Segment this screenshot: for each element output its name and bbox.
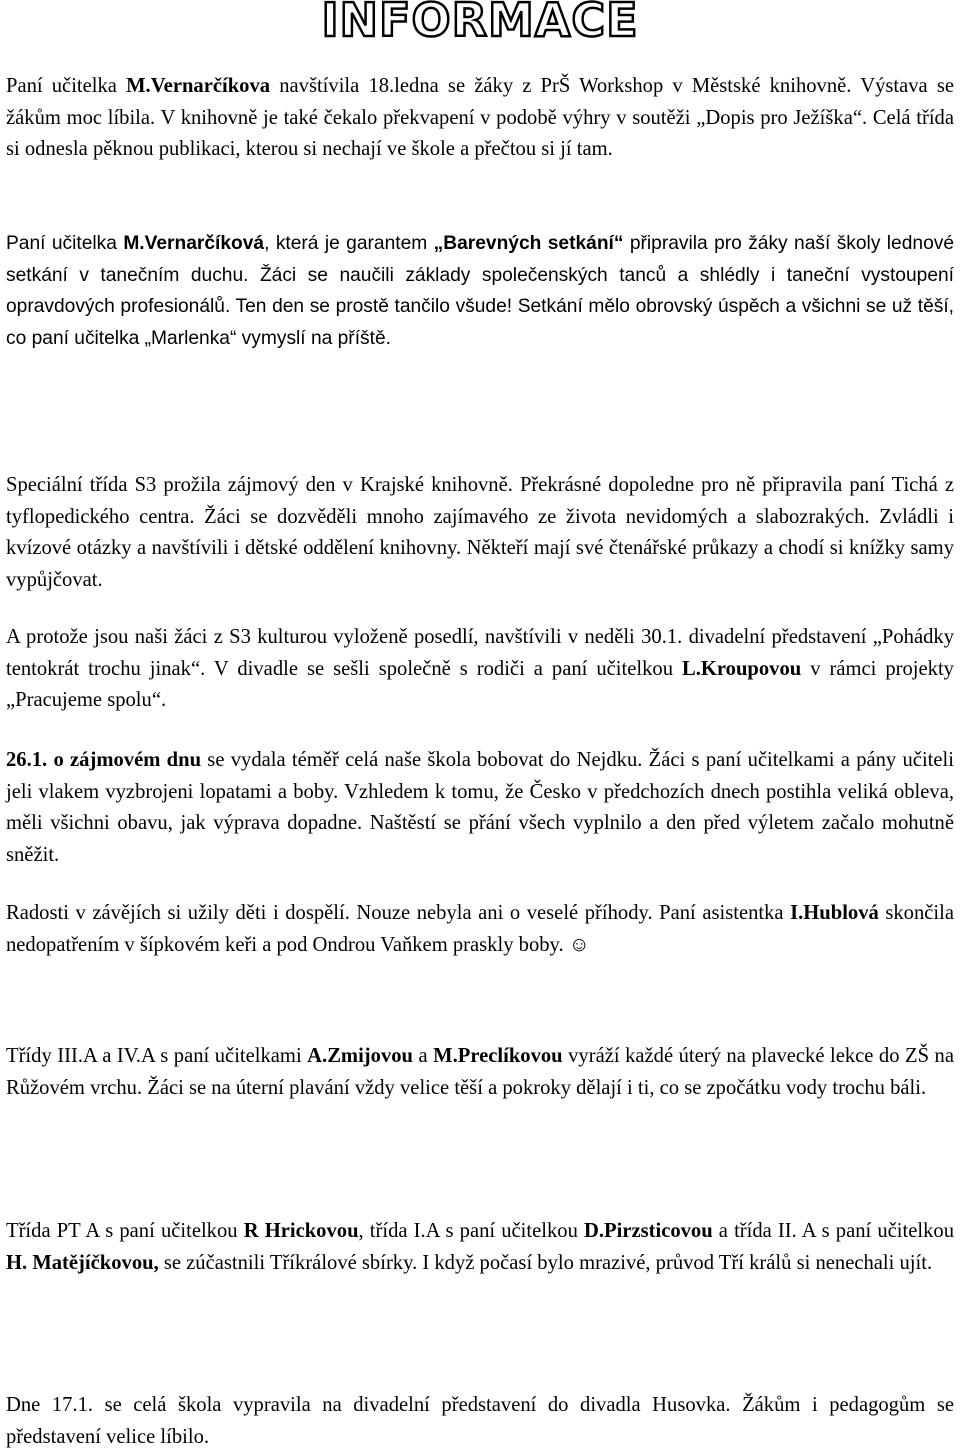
bold-text: I.Hublová bbox=[790, 902, 879, 924]
text-run: Paní učitelka bbox=[6, 75, 127, 97]
text-run: a třída II. A s paní učitelkou bbox=[712, 1220, 954, 1242]
paragraph-divadlo-s3 bbox=[6, 622, 954, 717]
text-run: A protože jsou naši žáci z S3 kulturou vyloženě posedlí, navštívili v neděli 30.1. divadelní představení „Pohádky tentokrát trochu jinak“. V divadle se sešli společně s rodiči a paní učitelkou bbox=[6, 626, 954, 680]
text-run: připravila pro žáky naší školy lednové setkání v tanečním duchu. Žáci se naučili základy společenských tanců a shlédly i taneční vystoupení opravdových profesionálů. Ten den se prostě tančilo všude! Setkání mělo obrovský úspěch a všichni se už těší, co paní učitelka „Marlenka“ vymyslí na příště. bbox=[6, 233, 955, 349]
text-run: Speciální třída S3 prožila zájmový den v Krajské knihovně. Překrásné dopoledne pro ně připravila paní Tichá z tyflopedického centra. Žáci se dozvěděli mnoho zajímavého ze života nevidomých a slabozrakých. Zvládli i kvízové otázky a navštívili i dětské oddělení knihovny. Někteří mají své čtenářské průkazy a chodí si knížky samy vypůjčovat. bbox=[6, 474, 954, 591]
text-run: navštívila 18.ledna se žáky z PrŠ Workshop v Městské knihovně. Výstava se žákům moc líbila. V knihovně je také čekalo překvapení v podobě výhry v soutěži „Dopis pro Ježíška“. Celá třída si odnesla pěknou publikaci, kterou si nechají ve škole a přečtou si jí tam. bbox=[6, 75, 954, 160]
text-run: Třídy III.A a IV.A s paní učitelkami bbox=[6, 1045, 308, 1067]
text-run: a bbox=[413, 1045, 434, 1067]
text-run: vyráží každé úterý na plavecké lekce do ZŠ na Růžovém vrchu. Žáci se na úterní plavání vždy velice těší a pokroky dělají i ti, co se zpočátku vody trochu báli. bbox=[6, 1045, 954, 1099]
text-run: skončila nedopatřením v šípkovém keři a pod Ondrou Vaňkem praskly boby. ☺ bbox=[6, 902, 954, 956]
page-title: INFORMACE bbox=[321, 0, 639, 47]
text-run: Dne 17.1. se celá škola vypravila na divadelní představení do divadla Husovka. Žákům i pedagogům se představení velice líbilo. bbox=[6, 1394, 954, 1448]
bold-text: M.Vernarčíková bbox=[123, 233, 265, 254]
text-run: Paní učitelka bbox=[6, 233, 124, 254]
text-run: , která je garantem bbox=[264, 233, 434, 254]
bold-text: R Hrickovou bbox=[243, 1220, 359, 1242]
paragraph-radosti bbox=[6, 898, 954, 961]
text-run: se vydala téměř celá naše škola bobovat do Nejdku. Žáci s paní učitelkami a pány učiteli jeli vlakem vyzbrojeni lopatami a boby. Vzhledem k tomu, že Česko v předchozích dnech postihla veliká obleva, měli všichni obavu, jak výprava dopadne. Naštěstí se přání všech vyplnilo a den před výletem začalo mohutně sněžit. bbox=[6, 749, 954, 866]
paragraph-husovka bbox=[6, 1390, 954, 1453]
bold-text: D.Pirzsticovou bbox=[584, 1220, 713, 1242]
bold-text: M.Preclíkovou bbox=[433, 1045, 563, 1067]
bold-text: M.Vernarčíkova bbox=[126, 75, 271, 97]
paragraph-plavani bbox=[6, 1041, 954, 1104]
bold-text: H. Matějíčkovou, bbox=[6, 1251, 159, 1274]
paragraph-trikralova-sbirka bbox=[6, 1216, 954, 1279]
bold-text: „Barevných setkání“ bbox=[433, 233, 624, 254]
text-run: se zúčastnili Tříkrálové sbírky. I když počasí bylo mrazivé, průvod Tří králů si nenechali ujít. bbox=[158, 1251, 933, 1274]
bold-text: A.Zmijovou bbox=[307, 1045, 414, 1067]
text-run: v rámci projekty „Pracujeme spolu“. bbox=[6, 657, 954, 711]
text-run: , třída I.A s paní učitelkou bbox=[358, 1220, 584, 1242]
paragraph-krajska-knihovna bbox=[6, 470, 954, 596]
text-run: Třída PT A s paní učitelkou bbox=[6, 1220, 244, 1242]
paragraph-bobovani bbox=[6, 745, 954, 871]
text-run: Radosti v závějích si užily děti i dospělí. Nouze nebyla ani o veselé příhody. Paní asistentka bbox=[6, 902, 791, 924]
bold-text: L.Kroupovou bbox=[681, 657, 802, 680]
paragraph-barevna-setkani bbox=[6, 228, 954, 354]
paragraph-workshop bbox=[6, 71, 954, 166]
bold-text: 26.1. o zájmovém dnu bbox=[6, 749, 202, 771]
